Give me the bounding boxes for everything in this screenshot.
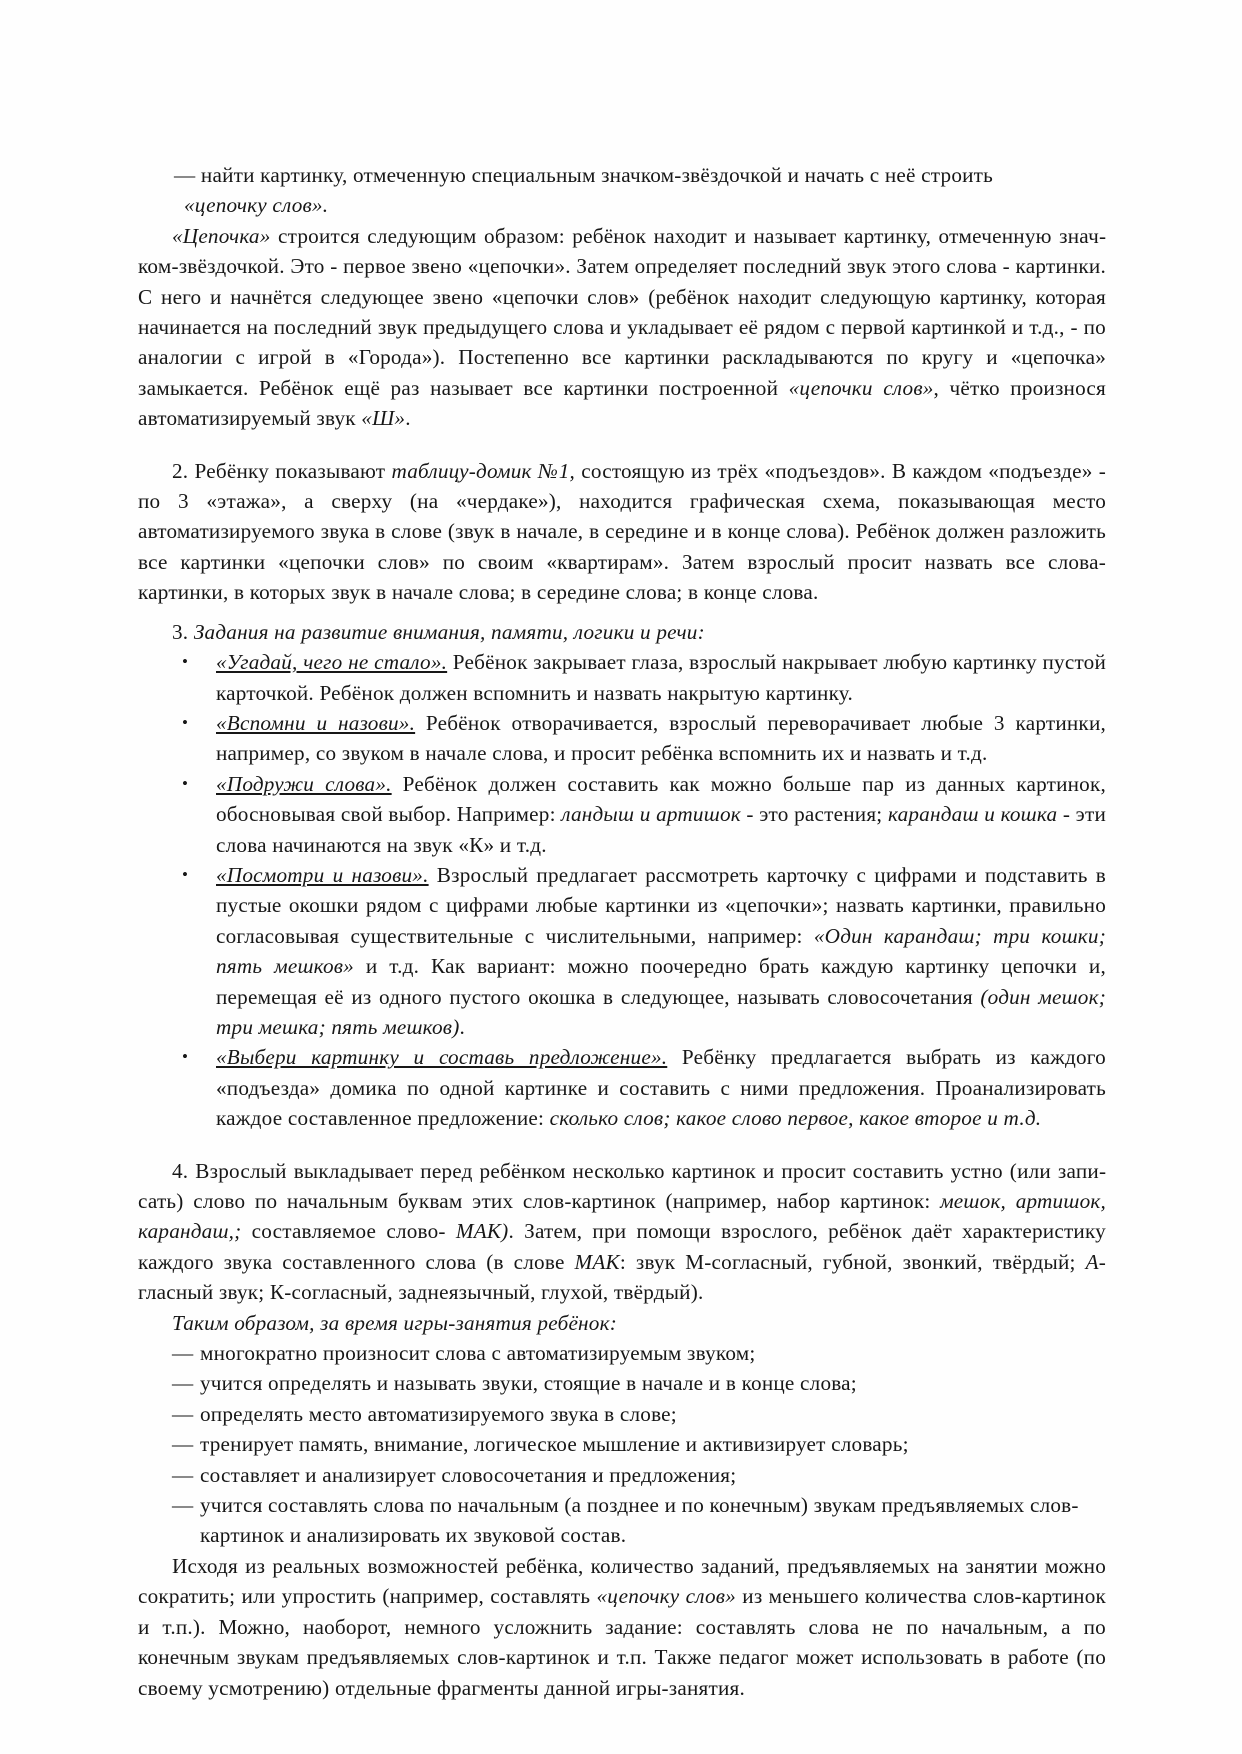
item4-italic-3: МАК bbox=[574, 1249, 620, 1274]
bullet-title: «Выбери картинку и составь предложение». bbox=[216, 1045, 668, 1070]
summary-heading-text: Таким образом, за время игры-занятия ребёнок: bbox=[172, 1310, 617, 1335]
bullet-italic-2: (один мешок; три мешка; пять мешков) bbox=[216, 984, 1106, 1039]
bullet-text-1: Ребёнок должен составить как можно больше пар из данных картинок, обосновывая свой выбор. Например: bbox=[216, 771, 1107, 827]
spacer bbox=[138, 1134, 1106, 1156]
dash-text: многократно произносит слова с автоматизируемым звуком; bbox=[200, 1341, 756, 1366]
bullet-icon: • bbox=[182, 864, 189, 884]
list-item bbox=[138, 1338, 1106, 1368]
intro-dash-continuation bbox=[138, 190, 1106, 220]
bullet-title: «Посмотри и назови». bbox=[216, 862, 429, 887]
bullet-title: «Вспомни и назови». bbox=[216, 710, 416, 735]
chain-body-2: , чётко произнося автоматизируемый звук bbox=[138, 375, 1107, 431]
item3-heading-italic: Задания на развитие внимания, памяти, логики и речи: bbox=[193, 619, 705, 644]
list-item bbox=[138, 860, 1106, 1042]
dash-text: учится определять и называть звуки, стоящие в начале и в конце слова; bbox=[200, 1371, 857, 1396]
bullet-italic-1: «Один карандаш; три кошки; пять мешков» bbox=[216, 923, 1106, 979]
list-item bbox=[138, 1490, 1106, 1551]
bullet-icon: • bbox=[182, 652, 189, 672]
list-item bbox=[138, 1429, 1106, 1459]
bullet-text: Ребёнок закрывает глаза, взрослый накрывает любую картинку пустой карточкой. Ребёнок должен вспомнить и назвать накрытую картинку. bbox=[216, 650, 1106, 705]
paragraph-chain bbox=[138, 221, 1106, 434]
item4-italic-2: МАК) bbox=[455, 1219, 509, 1244]
summary-heading bbox=[138, 1308, 1106, 1338]
paragraph-item-2 bbox=[138, 456, 1106, 608]
dash-icon: — bbox=[172, 1341, 194, 1366]
bullet-icon: • bbox=[182, 712, 189, 732]
paragraph-item-4 bbox=[138, 1156, 1106, 1308]
bullet-icon: • bbox=[182, 773, 189, 793]
chain-lead-italic: «Цепочка» bbox=[172, 223, 271, 248]
bullet-text: Ребёнок отворачивается, взрослый переворачивает любые 3 картинки, например, со звуком в начале слова, и просит ребёнка вспомнить их и назвать и т.д. bbox=[216, 710, 1106, 766]
bullet-text-2: и т.д. Как вариант: можно поочередно брать каждую картинку цепочки и, перемещая её из одного пустого окошка в следующее, называть словосочетания bbox=[216, 954, 1106, 1009]
list-item bbox=[138, 769, 1106, 860]
bullet-title: «Подружи слова». bbox=[216, 771, 392, 796]
document-body bbox=[138, 160, 1106, 1703]
list-item bbox=[138, 647, 1106, 708]
item4-text-1: 4. Взрослый выкладывает перед ребёнком несколько картинок и просит составить устно (или записать) слово по начальным буквам этих слов-картинок (например, набор картинок: bbox=[138, 1158, 1106, 1213]
item4-text-3: . Затем, при помощи взрослого, ребёнок даёт характеристику каждого звука составленного слова (в слове bbox=[138, 1219, 1106, 1274]
intro-dash-italic: «цепочку слов». bbox=[184, 193, 329, 218]
chain-body-1: строится следующим образом: ребёнок находит и называет картинку, отмеченную значком-звёздочкой. Это - первое звено «цепочки». Затем определяет последний звук этого слова - картинки. С него и начнётся следующее звено «цепочки слов» (ребёнок находит следующую картинку, которая начинается на последний звук предыдущего слова и укладывает её рядом с первой картинкой и т.д., - по аналогии с игрой в «Города»). Постепенно все картинки раскладываются по кругу и «цепочка» замыкается. Ребёнок ещё раз называет все картинки построенной bbox=[138, 223, 1106, 400]
final-italic-1: «цепочку слов» bbox=[596, 1584, 736, 1609]
dash-icon: — bbox=[172, 1371, 194, 1396]
item4-text-4: : звук М-согласный, губной, звонкий, твёрдый; bbox=[619, 1249, 1086, 1274]
list-item bbox=[138, 1368, 1106, 1398]
spacer bbox=[138, 608, 1106, 617]
intro-dash-line bbox=[138, 160, 1106, 190]
dash-text: составляет и анализирует словосочетания и предложения; bbox=[200, 1462, 737, 1487]
item4-italic-1: мешок, артишок, карандаш,; bbox=[138, 1189, 1107, 1244]
paragraph-item-3-heading bbox=[138, 617, 1106, 647]
task-bullet-list bbox=[138, 647, 1106, 1134]
bullet-icon: • bbox=[182, 1047, 189, 1067]
list-item bbox=[138, 1399, 1106, 1429]
bullet-title: «Угадай, чего не стало». bbox=[216, 650, 448, 675]
bullet-text-3: . bbox=[459, 1014, 465, 1039]
dash-text: определять место автоматизируемого звука в слове; bbox=[200, 1401, 677, 1426]
chain-body-3: . bbox=[405, 406, 411, 431]
dash-icon: — bbox=[172, 1493, 194, 1518]
dash-icon: — bbox=[172, 1462, 194, 1487]
paragraph-final bbox=[138, 1551, 1106, 1703]
dash-text: тренирует память, внимание, логическое мышление и активизирует словарь; bbox=[200, 1432, 909, 1457]
item2-prefix: 2. Ребёнку показывают bbox=[172, 458, 392, 483]
spacer bbox=[138, 434, 1106, 456]
bullet-text-1: Ребёнку предлагается выбрать из каждого «подъезда» домика по одной картинке и составить с ними предложения. Проанализировать каждое составленное предложение: bbox=[216, 1045, 1106, 1131]
bullet-text-2: - это растения; bbox=[740, 802, 888, 827]
list-item bbox=[138, 1460, 1106, 1490]
bullet-italic-1: сколько слов; какое слово первое, какое второе и т.д. bbox=[549, 1106, 1042, 1131]
item3-number: 3. bbox=[172, 619, 194, 644]
bullet-text-1: Взрослый предлагает рассмотреть карточку с цифрами и подставить в пустые окошки рядом с цифрами любые картинки из «цепочки»; назвать картинки, правильно согласовывая существительные с числительными, например: bbox=[216, 862, 1107, 948]
item2-italic-table: таблицу-домик №1, bbox=[391, 458, 576, 483]
intro-dash-text: — найти картинку, отмеченную специальным значком-звёздочкой и начать с неё строить bbox=[174, 163, 994, 187]
bullet-text-3: - эти слова начинаются на звук «К» и т.д. bbox=[216, 802, 1107, 857]
bullet-italic-2: карандаш и кошка bbox=[887, 802, 1058, 827]
summary-dash-list bbox=[138, 1338, 1106, 1551]
chain-italic-1: «цепочки слов» bbox=[788, 375, 934, 400]
chain-italic-2: «Ш» bbox=[361, 406, 406, 431]
dash-icon: — bbox=[172, 1432, 194, 1457]
item4-text-5: гласный звук; К-согласный, заднеязычный, глухой, твёрдый). bbox=[138, 1280, 704, 1305]
item2-body: состоящую из трёх «подъездов». В каждом «подъезде» - по 3 «этажа», а сверху (на «чердаке»), находится графическая схема, показывающая место автоматизируемого звука в слове (звук в начале, в середине и в конце слова). Ребёнок должен разложить все картинки «цепочки слов» по своим «квартирам». Затем взрослый просит назвать все слова-картинки, в которых звук в начале слова; в середине слова; в конце слова. bbox=[138, 458, 1106, 605]
item4-italic-4: А- bbox=[1085, 1249, 1106, 1274]
final-text-2: из меньшего количества слов-картинок и т.п.). Можно, наоборот, немного усложнить задание: составлять слова не по начальным, а по конечным звукам предъявляемых слов-картинок и т.п. Также педагог может использовать в работе (по своему усмотрению) отдельные фрагменты данной игры-занятия. bbox=[138, 1584, 1107, 1700]
final-text-1: Исходя из реальных возможностей ребёнка, количество заданий, предъявляемых на занятии можно сократить; или упростить (например, составлять bbox=[138, 1553, 1106, 1609]
dash-icon: — bbox=[172, 1401, 194, 1426]
list-item bbox=[138, 708, 1106, 769]
item4-text-2: составляемое слово- bbox=[241, 1219, 456, 1244]
bullet-italic-1: ландыш и артишок bbox=[561, 802, 741, 827]
list-item bbox=[138, 1042, 1106, 1133]
dash-text: учится составлять слова по начальным (а позднее и по конечным) звукам предъявляемых слов-картинок и анализировать их звуковой состав. bbox=[200, 1493, 1079, 1548]
